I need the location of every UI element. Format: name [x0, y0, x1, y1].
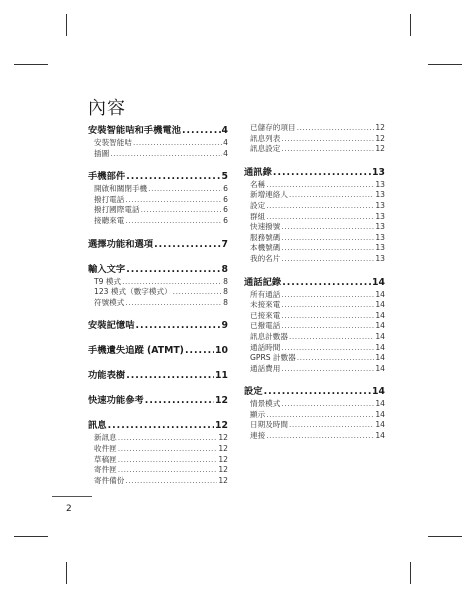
dot-leader	[125, 195, 222, 204]
toc-heading-label: 選擇功能和選項	[88, 238, 154, 250]
toc-section	[244, 122, 385, 154]
crop-mark	[14, 536, 48, 537]
dot-leader	[289, 190, 374, 199]
toc-entry-page: 12	[375, 144, 385, 154]
toc-entry-page: 14	[375, 331, 385, 341]
toc-entry[interactable]	[88, 215, 228, 226]
toc-entry[interactable]	[88, 475, 228, 486]
toc-entry[interactable]	[88, 432, 228, 443]
toc-entry-label: 訊息設定	[250, 144, 281, 154]
dot-leader	[281, 311, 374, 320]
page-title: 內容	[88, 98, 126, 119]
toc-entry-label: 接聽來電	[94, 215, 125, 225]
dot-leader	[126, 370, 214, 381]
toc-entry[interactable]	[88, 276, 228, 287]
toc-section	[88, 367, 228, 382]
toc-entry-label: 通話費用	[250, 363, 281, 373]
toc-entry[interactable]	[244, 133, 385, 144]
dot-leader	[266, 180, 374, 189]
dot-leader	[281, 364, 374, 373]
toc-entry[interactable]	[244, 211, 385, 222]
toc-entry-label: 新訊息	[94, 433, 117, 443]
toc-heading-page: 9	[221, 320, 228, 332]
crop-mark	[428, 536, 462, 537]
dot-leader	[148, 184, 222, 193]
dot-leader	[281, 254, 374, 263]
dot-leader	[289, 420, 374, 429]
toc-heading[interactable]	[244, 164, 385, 179]
crop-mark	[428, 64, 462, 65]
toc-entry-page: 12	[218, 433, 228, 443]
page-number: 2	[66, 504, 72, 514]
toc-entry-page: 6	[223, 184, 228, 194]
toc-entry-label: 收件匣	[94, 443, 117, 453]
toc-heading[interactable]	[88, 236, 228, 251]
toc-entry-label: 插圖	[94, 148, 110, 158]
toc-entry[interactable]	[244, 352, 385, 363]
toc-entry-page: 8	[223, 276, 228, 286]
toc-entry-label: GPRS 計數器	[250, 353, 296, 363]
toc-heading-page: 11	[215, 370, 228, 382]
toc-entry[interactable]	[244, 200, 385, 211]
crop-mark	[14, 64, 48, 65]
toc-entry[interactable]	[244, 342, 385, 353]
toc-heading[interactable]	[88, 367, 228, 382]
toc-entry[interactable]	[244, 122, 385, 133]
toc-entry-label: 已撥電話	[250, 321, 281, 331]
toc-entry[interactable]	[244, 310, 385, 321]
dot-leader	[173, 287, 222, 296]
toc-heading-page: 14	[372, 276, 385, 288]
toc-entry[interactable]	[244, 242, 385, 253]
toc-entry-label: 本機號碼	[250, 243, 281, 253]
crop-mark	[66, 562, 67, 584]
toc-entry-label: 日期及時間	[250, 420, 288, 430]
toc-entry-page: 14	[375, 353, 385, 363]
toc-entry-page: 6	[223, 205, 228, 215]
toc-heading[interactable]	[88, 392, 228, 407]
toc-entry-label: 寄件匣	[94, 465, 117, 475]
dot-leader	[126, 264, 220, 275]
toc-section	[88, 317, 228, 332]
toc-heading-page: 7	[221, 238, 228, 250]
toc-section	[88, 261, 228, 308]
toc-entry-label: 已儲存的項目	[250, 123, 296, 132]
toc-heading[interactable]	[244, 383, 385, 398]
toc-heading-label: 訊息	[88, 420, 107, 432]
toc-entry-page: 8	[223, 297, 228, 307]
toc-entry-label: 寄件備份	[94, 475, 125, 485]
toc-heading[interactable]	[88, 168, 228, 183]
toc-entry-label: 所有通話	[250, 289, 281, 299]
crop-mark	[66, 14, 67, 36]
dot-leader	[281, 343, 374, 352]
dot-leader	[108, 420, 214, 431]
dot-leader	[281, 233, 374, 242]
toc-section	[88, 392, 228, 407]
toc-heading[interactable]	[88, 342, 228, 357]
toc-entry-page: 8	[223, 287, 228, 297]
toc-entry[interactable]	[244, 289, 385, 300]
toc-entry-page: 13	[375, 200, 385, 210]
toc-heading[interactable]	[88, 417, 228, 432]
toc-entry-label: 新增連絡人	[250, 190, 288, 200]
dot-leader	[185, 345, 214, 356]
toc-heading[interactable]	[244, 274, 385, 289]
toc-heading[interactable]	[88, 261, 228, 276]
toc-section	[88, 417, 228, 485]
toc-heading-page: 5	[221, 171, 228, 183]
toc-heading-label: 輸入文字	[88, 263, 126, 275]
toc-entry-page: 14	[375, 431, 385, 441]
toc-entry-label: 通話時間	[250, 342, 281, 352]
toc-entry-page: 4	[223, 138, 228, 147]
toc-heading-page: 13	[372, 166, 385, 178]
toc-entry-page: 6	[223, 194, 228, 204]
dot-leader	[125, 298, 222, 307]
toc-heading-label: 手機遺失追蹤 (ATMT)	[88, 345, 184, 357]
dot-leader	[182, 125, 221, 136]
toc-entry[interactable]	[88, 194, 228, 205]
toc-right-column	[244, 122, 385, 451]
toc-entry[interactable]	[244, 363, 385, 374]
toc-heading-label: 快速功能參考	[88, 395, 144, 407]
toc-section	[244, 274, 385, 374]
toc-entry[interactable]	[88, 183, 228, 194]
toc-entry-label: 開啟和關閉手機	[94, 184, 148, 194]
toc-entry-page: 14	[375, 399, 385, 409]
toc-entry-label: 草稿匣	[94, 454, 117, 464]
toc-entry-label: 撥打國際電話	[94, 205, 140, 215]
toc-heading-label: 通話記錄	[244, 276, 282, 288]
toc-entry[interactable]	[244, 398, 385, 409]
toc-heading-label: 通訊錄	[244, 166, 272, 178]
dot-leader	[126, 171, 220, 182]
toc-entry-page: 14	[375, 300, 385, 310]
toc-entry-page: 13	[375, 232, 385, 242]
toc-entry[interactable]	[88, 204, 228, 215]
toc-entry-label: 符號模式	[94, 297, 125, 307]
toc-entry-page: 14	[375, 420, 385, 430]
toc-entry-page: 13	[375, 243, 385, 253]
toc-entry[interactable]	[244, 320, 385, 331]
toc-section	[88, 342, 228, 357]
toc-entry[interactable]	[244, 299, 385, 310]
toc-entry-page: 12	[218, 475, 228, 485]
toc-entry-label: T9 模式	[94, 276, 122, 286]
toc-entry[interactable]	[244, 179, 385, 190]
toc-entry-page: 6	[223, 215, 228, 225]
dot-leader	[266, 201, 374, 210]
toc-entry-page: 13	[375, 253, 385, 263]
dot-leader	[145, 395, 214, 406]
toc-entry-page: 13	[375, 211, 385, 221]
dot-leader	[281, 321, 374, 330]
toc-section	[88, 168, 228, 225]
toc-entry-label: 服務號碼	[250, 232, 281, 242]
toc-entry-label: 未接來電	[250, 300, 281, 310]
toc-entry-page: 12	[218, 465, 228, 475]
dot-leader	[281, 243, 374, 252]
toc-entry-label: 我的名片	[250, 253, 281, 263]
toc-entry[interactable]	[88, 454, 228, 465]
dot-leader	[273, 167, 371, 178]
dot-leader	[122, 277, 222, 286]
toc-entry[interactable]	[88, 148, 228, 159]
toc-left-column	[88, 122, 228, 495]
dot-leader	[118, 433, 218, 442]
dot-leader	[297, 353, 375, 362]
toc-heading-page: 4	[221, 125, 228, 136]
dot-leader	[136, 320, 221, 331]
toc-entry[interactable]	[88, 137, 228, 148]
toc-entry-label: 群組	[250, 211, 266, 221]
dot-leader	[266, 212, 374, 221]
toc-section	[88, 236, 228, 251]
toc-heading-label: 安裝記憶咭	[88, 320, 135, 332]
dot-leader	[118, 455, 218, 464]
crop-mark	[410, 14, 411, 36]
toc-heading-label: 手機部件	[88, 171, 126, 183]
toc-entry-page: 14	[375, 321, 385, 331]
dot-leader	[266, 410, 374, 419]
toc-section	[88, 122, 228, 158]
toc-entry-label: 快速撥號	[250, 222, 281, 232]
toc-entry-label: 情景模式	[250, 399, 281, 409]
toc-heading-page: 12	[215, 420, 228, 432]
dot-leader	[281, 300, 374, 309]
toc-entry-label: 訊息列表	[250, 133, 281, 143]
toc-heading-page: 10	[215, 345, 228, 357]
toc-entry-label: 已接來電	[250, 310, 281, 320]
toc-entry-page: 14	[375, 363, 385, 373]
toc-entry-page: 13	[375, 222, 385, 232]
toc-entry[interactable]	[244, 143, 385, 154]
toc-entry-page: 12	[218, 443, 228, 453]
toc-entry-page: 13	[375, 190, 385, 200]
dot-leader	[281, 399, 374, 408]
toc-entry-label: 名稱	[250, 179, 266, 189]
toc-entry-label: 設定	[250, 200, 266, 210]
toc-entry[interactable]	[244, 221, 385, 232]
toc-entry[interactable]	[88, 464, 228, 475]
toc-entry[interactable]	[244, 331, 385, 342]
toc-entry[interactable]	[244, 253, 385, 264]
toc-heading-label: 設定	[244, 386, 263, 398]
toc-entry-page: 12	[375, 133, 385, 143]
toc-entry-page: 12	[218, 454, 228, 464]
toc-entry-label: 訊息計數器	[250, 331, 288, 341]
dot-leader	[110, 149, 222, 158]
toc-entry-page: 14	[375, 310, 385, 320]
toc-entry-page: 12	[375, 123, 385, 132]
toc-entry-page: 14	[375, 342, 385, 352]
dot-leader	[118, 465, 218, 474]
dot-leader	[154, 239, 220, 250]
dot-leader	[282, 277, 371, 288]
toc-entry[interactable]	[88, 297, 228, 308]
dot-leader	[125, 476, 217, 485]
dot-leader	[118, 444, 218, 453]
toc-entry-page: 14	[375, 409, 385, 419]
toc-heading-label: 安裝智能咭和手機電池	[88, 125, 181, 136]
footer-rule	[52, 496, 92, 497]
dot-leader	[297, 123, 375, 132]
dot-leader	[281, 290, 374, 299]
toc-section	[244, 164, 385, 264]
toc-entry-label: 連接	[250, 431, 266, 441]
toc-entry-page: 13	[375, 179, 385, 189]
toc-entry[interactable]	[244, 232, 385, 243]
dot-leader	[281, 134, 374, 143]
toc-entry[interactable]	[244, 430, 385, 441]
toc-entry[interactable]	[244, 189, 385, 200]
dot-leader	[125, 216, 222, 225]
dot-leader	[281, 222, 374, 231]
toc-heading[interactable]	[88, 122, 228, 137]
toc-entry-label: 安裝智能咭	[94, 138, 132, 147]
crop-mark	[410, 562, 411, 584]
dot-leader	[266, 431, 374, 440]
toc-heading-page: 12	[215, 395, 228, 407]
toc-entry-page: 4	[223, 148, 228, 158]
dot-leader	[264, 386, 371, 397]
toc-heading-label: 功能表樹	[88, 370, 126, 382]
toc-entry[interactable]	[244, 409, 385, 420]
dot-leader	[289, 332, 374, 341]
toc-heading-page: 8	[221, 263, 228, 275]
dot-leader	[281, 144, 374, 153]
toc-entry[interactable]	[88, 443, 228, 454]
toc-entry-label: 顯示	[250, 409, 266, 419]
toc-heading-page: 14	[372, 386, 385, 398]
dot-leader	[141, 205, 223, 214]
dot-leader	[133, 138, 222, 147]
toc-entry-label: 撥打電話	[94, 194, 125, 204]
toc-heading[interactable]	[88, 317, 228, 332]
toc-entry[interactable]	[244, 419, 385, 430]
toc-section	[244, 383, 385, 440]
toc-entry-page: 14	[375, 289, 385, 299]
toc-entry-label: 123 模式（數字模式）	[94, 287, 172, 297]
toc-entry[interactable]	[88, 286, 228, 297]
